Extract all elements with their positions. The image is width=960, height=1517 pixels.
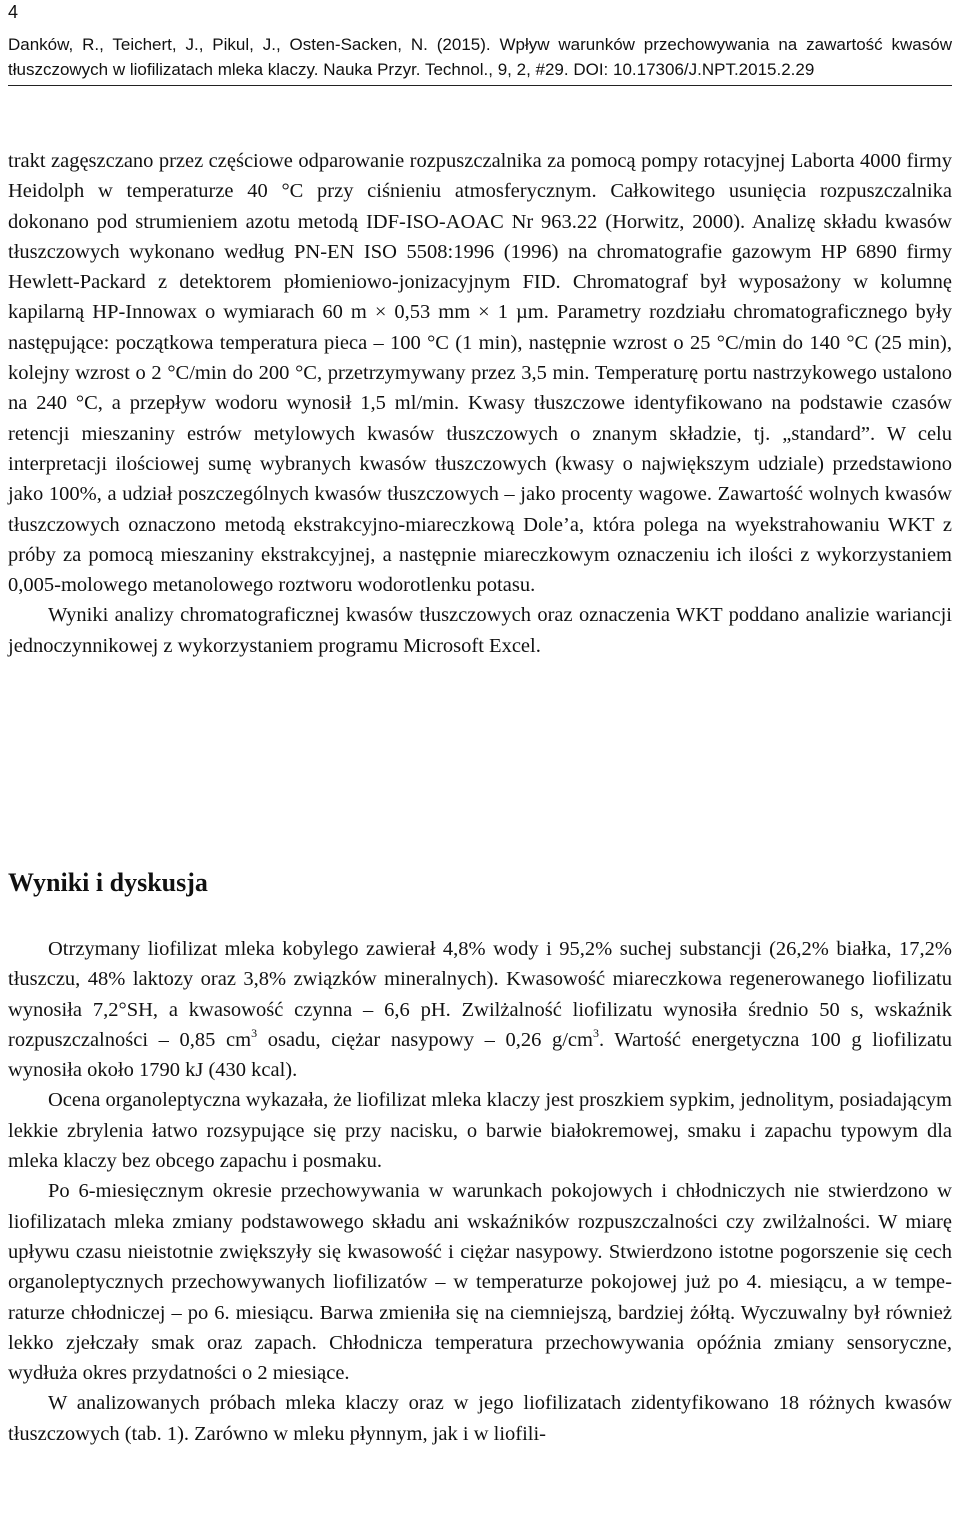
results-paragraph-2: Ocena organoleptyczna wykazała, że liofilizat mleka klaczy jest proszkiem sypkim, jednolitym, posiadającym lekkie zbrylenia łatwo rozsypujące się przy nacisku, o barwie białokremowej, smaku i zapachu typowym dla mleka klaczy bez obcego zapachu i posmaku.: [8, 1089, 952, 1173]
section-heading-results: Wyniki i dyskusja: [8, 868, 208, 897]
results-paragraph-1: [8, 934, 952, 1085]
superscript-3: 3: [592, 1025, 599, 1040]
page-number: 4: [8, 2, 19, 22]
running-head-citation: Danków, R., Teichert, J., Pikul, J., Osten-Sacken, N. (2015). Wpływ warunków przechowywania na zawartość kwasów tłuszczowych w liofilizatach mleka klaczy. Nauka Przyr. Technol., 9, 2, #29. DOI: 10.17306/J.NPT.2015.2.29: [8, 32, 952, 86]
results-paragraph-4: W analizowanych próbach mleka klaczy oraz w jego liofilizatach zidentyfikowano 18 różnych kwasów tłuszczowych (tab. 1). Zarówno w mleku płynnym, jak i w liofili-: [8, 1392, 952, 1445]
results-paragraph-3: Po 6-miesięcznym okresie przechowywania w warunkach pokojowych i chłodniczych nie stwierdzono w liofilizatach mleka zmiany podstawowego składu ani wskaźników rozpuszczalności czy zwilżalności. W miarę upływu czasu nieistotnie zwiększyły się kwasowość i ciężar nasypowy. Stwierdzono istotne pogorszenie się cech organoleptycznych przechowywanych liofilizatów – w temperaturze pokojowej już po 4. miesiącu, a w temperaturze chłodniczej – po 6. miesiącu. Barwa zmieniła się na ciemniejszą, bardziej żółtą. Wyczuwalny był również lekko zjełczały smak oraz zapach. Chłodnicza temperatura przechowywania opóźnia zmiany sensoryczne, wydłuża okres przydatności o 2 miesiące.: [8, 1180, 952, 1385]
methods-section: [8, 146, 952, 661]
results-section: [8, 934, 952, 1449]
methods-paragraph-2: Wyniki analizy chromatograficznej kwasów tłuszczowych oraz oznaczenia WKT poddano analizie wariancji jednoczynnikowej z wykorzystaniem programu Microsoft Excel.: [8, 604, 952, 657]
methods-paragraph-1: trakt zagęszczano przez częściowe odparowanie rozpuszczalnika za pomocą pompy rotacyjnej Laborta 4000 firmy Heidolph w temperaturze 40 °C przy ciśnieniu atmosferycznym. Całkowitego usunięcia rozpuszczalnika dokonano pod strumieniem azotu metodą IDF-ISO-AOAC Nr 963.22 (Horwitz, 2000). Analizę składu kwasów tłuszczowych wykonano według PN-EN ISO 5508:1996 (1996) na chromatografie gazowym HP 6890 firmy Hewlett-Packard z detektorem płomieniowo-jonizacyjnym FID. Chromatograf był wyposażony w kolumnę kapilarną HP-Innowax o wymiarach 60 m × 0,53 mm × 1 µm. Parametry rozdziału chromatograficznego były następujące: początkowa temperatura pieca – 100 °C (1 min), następnie wzrost o 25 °C/min do 140 °C (25 min), kolejny wzrost o 2 °C/min do 200 °C, przetrzymywany przez 3,5 min. Temperaturę portu nastrzykowego ustalono na 240 °C, a przepływ wodoru wynosił 1,5 ml/min. Kwasy tłuszczowe identyfikowano na podstawie czasów retencji mieszaniny estrów metylowych kwasów tłuszczowych o znanym składzie, tj. „standard”. W celu interpretacji ilościowej sumę wybranych kwasów tłuszczowych (kwasy o największym udziale) przedstawiono jako 100%, a udział poszczególnych kwasów tłuszczowych – jako procenty wagowe. Zawartość wolnych kwasów tłuszczowych oznaczono metodą ekstrakcyjno-miareczkową Dole’a, która polega na wyekstrahowaniu WKT z próby za pomocą mieszaniny ekstrakcyjnej, a następnie miareczkowym oznaczeniu ich ilości z wykorzystaniem 0,005-molowego metanolowego roztworu wodorotlenku potasu.: [8, 150, 952, 597]
results-paragraph-1-text-c: . Wartość energetyczna 100 g liofilizatu wynosiła około 1790 kJ (430 kcal).: [8, 1028, 952, 1082]
results-paragraph-1-text-a: Otrzymany liofilizat mleka kobylego zawierał 4,8% wody i 95,2% suchej substancji (26,2% białka, 17,2% tłuszczu, 48% laktozy oraz 3,8% związków mineralnych). Kwasowość miareczkowa regenerowanego liofilizatu wynosiła 7,2°SH, a kwasowość czynna – 6,6 pH. Zwilżalność liofilizatu wynosiła średnio 50 s, wskaźnik rozpuszczalności – 0,85 cm: [8, 938, 952, 1051]
superscript-3: 3: [251, 1025, 258, 1040]
results-paragraph-1-text-b: osadu, ciężar nasypowy – 0,26 g/cm: [257, 1028, 593, 1051]
